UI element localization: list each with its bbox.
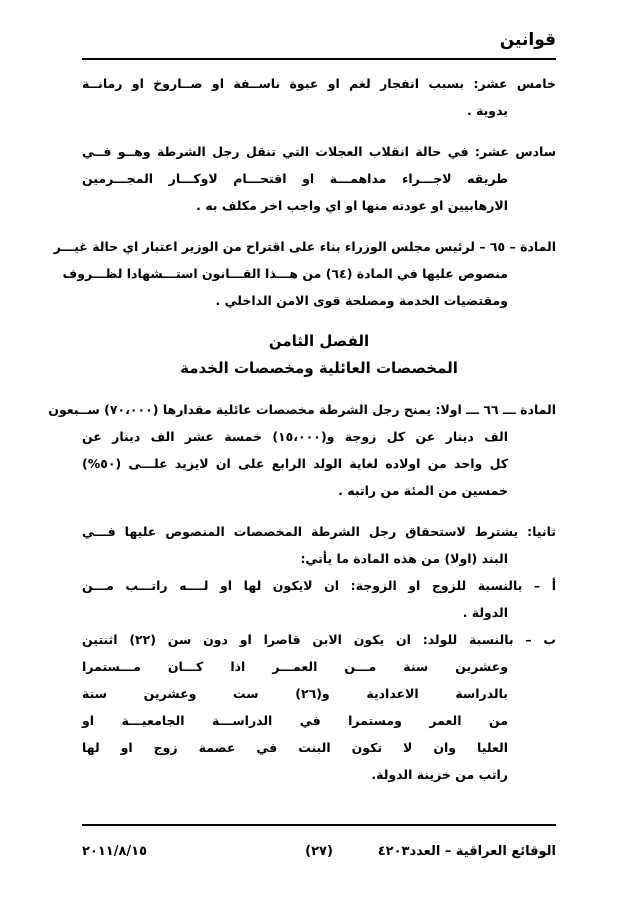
text-line: أ – بالنسبة للزوج او الزوجة: ان لايكون لها او لــــه راتـــب مـــن [82, 578, 556, 593]
page-body [48, 70, 556, 788]
footer-page-number: (٢٧) [305, 844, 333, 859]
spacer [82, 219, 556, 233]
text-line: المادة – ٦٥ – لرئيس مجلس الوزراء بناء على اقتراح من الوزير اعتبار اي حالة غيـــر [53, 239, 556, 254]
text-line: المادة ـــ ٦٦ ـــ اولا: يمنح رجل الشرطة مخصصات عائلية مقدارها (٧٠،٠٠٠) ســبعون [48, 402, 556, 417]
text-line: بالدراسة الاعدادية و(٢٦) ست وعشرين سنة [82, 686, 509, 701]
page-footer [82, 844, 556, 868]
text-line: راتب من خزينة الدولة. [371, 767, 508, 782]
article-66-first [48, 396, 556, 504]
footer-publication: الوقائع العراقية – العدد٤٢٠٣ [377, 844, 556, 859]
clause-a [82, 572, 556, 626]
footer-date: ٢٠١١/٨/١٥ [82, 844, 148, 859]
text-line: وعشرين سنة مـــن العمـــر اذا كـــان مـــستمرا [82, 659, 508, 674]
header-rule [82, 58, 556, 60]
paragraph-sixteenth [82, 138, 556, 219]
spacer [82, 314, 556, 328]
text-line: ب – بالنسبة للولد: ان يكون الابن قاصرا او دون سن (٢٢) اثنتين [82, 632, 556, 647]
text-line: ومقتضيات الخدمة ومصلحة قوى الامن الداخلي . [215, 293, 508, 308]
spacer [82, 382, 556, 396]
text-line: العليا وان لا تكون البنت في عصمة زوج او لها [82, 740, 508, 755]
page-header-title: قوانين [499, 30, 556, 50]
text-line: خمسين من المئة من راتبه . [338, 483, 508, 498]
text-line: منصوص عليها في المادة (٦٤) من هـــذا القـــانون استـــشهادا لظـــروف [62, 266, 508, 281]
text-line: البند (اولا) من هذه المادة ما يأتي: [300, 551, 508, 566]
footer-rule [82, 824, 556, 826]
text-line: الارهابيين او عودته منها او اي واجب اخر مكلف به . [196, 198, 508, 213]
spacer [82, 124, 556, 138]
text-line: ثانيا: يشترط لاستحقاق رجل الشرطة المخصصات المنصوص عليها فـــي [82, 524, 556, 539]
chapter-subtitle: المخصصات العائلية ومخصصات الخدمة [180, 359, 458, 377]
chapter-heading: الفصل الثامن [268, 332, 370, 350]
text-line: كل واحد من اولاده لغاية الولد الرابع على ان لايزيد علـــى (٥٠%) [82, 456, 508, 471]
paragraph-fifteenth [82, 70, 556, 124]
text-line: الدولة . [462, 605, 508, 620]
clause-b [82, 626, 556, 788]
text-line: سادس عشر: في حالة انقلاب العجلات التي تنقل رجل الشرطة وهــو فــي [82, 144, 556, 159]
spacer [82, 504, 556, 518]
text-line: طريقه لاجـــراء مداهمـــة او اقتحـــام لاوكـــار المجـــرمين [82, 171, 508, 186]
article-65 [53, 233, 556, 314]
text-line: يدوية . [466, 103, 508, 118]
text-line: الف دينار عن كل زوجة و(١٥،٠٠٠) خمسة عشر الف دينار عن [82, 429, 508, 444]
text-line: خامس عشر: بسبب انفجار لغم او عبوة ناســفة او صــاروخ او رمانــة [82, 76, 556, 91]
text-line: من العمر ومستمرا في الدراســـة الجامعيـــة او [82, 713, 508, 728]
article-66-second [82, 518, 556, 572]
